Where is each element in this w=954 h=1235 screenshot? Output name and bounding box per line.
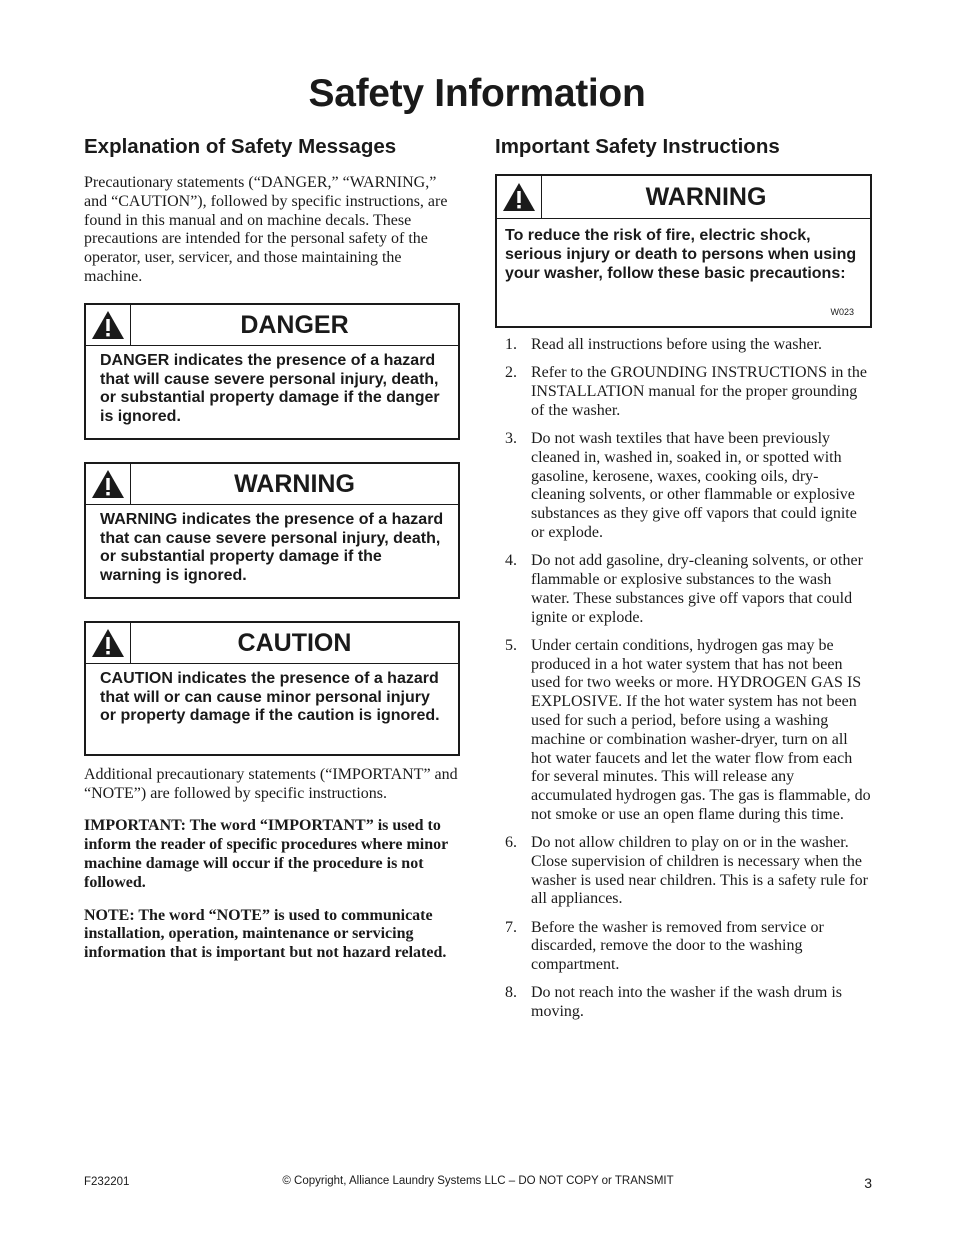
- item-number: 4.: [505, 552, 517, 570]
- warning-label: WARNING: [234, 469, 355, 498]
- item-number: 7.: [505, 918, 517, 936]
- danger-text: DANGER indicates the presence of a hazard that will cause severe personal injury, death, or substantial property damage if the danger is ignored.: [100, 351, 440, 426]
- additional-paragraph: Additional precautionary statements (“IMPORTANT” and “NOTE”) are followed by specific instructions.: [84, 765, 458, 802]
- caution-label: CAUTION: [237, 628, 352, 657]
- item-text: Do not allow children to play on or in the washer. Close supervision of children is necessary when the washer is used near children. This is a safety rule for all appliances.: [531, 834, 868, 908]
- item-number: 5.: [505, 636, 517, 654]
- copyright-notice: © Copyright, Alliance Laundry Systems LLC – DO NOT COPY or TRANSMIT: [282, 1175, 674, 1187]
- item-number: 1.: [505, 336, 517, 353]
- list-item: [495, 430, 872, 543]
- right-column: [495, 134, 872, 1031]
- list-item: [495, 834, 872, 909]
- list-item: [495, 919, 872, 975]
- caution-box: [84, 621, 460, 756]
- instructions-warning-text: To reduce the risk of fire, electric shock, serious injury or death to persons when using your washer, follow these basic precautions:: [505, 227, 857, 282]
- list-item: [495, 637, 872, 825]
- page-number: 3: [864, 1175, 872, 1191]
- instructions-list: [495, 336, 872, 1022]
- warning-triangle-icon: [86, 464, 131, 504]
- danger-label: DANGER: [240, 310, 349, 339]
- danger-box: [84, 303, 460, 440]
- item-text: Do not reach into the washer if the wash drum is moving.: [531, 984, 843, 1021]
- warning-box: [84, 462, 460, 599]
- item-number: 6.: [505, 834, 517, 852]
- instructions-warning-label: WARNING: [645, 183, 767, 211]
- warning-triangle-icon: [86, 305, 131, 345]
- list-item: [495, 984, 872, 1022]
- item-text: Do not wash textiles that have been previously cleaned in, washed in, soaked in, or spotted with gasoline, kerosene, waxes, cooking oils, dry-cleaning solvents, or other flammable or explosive substances as they give off vapors that could ignite or explode.: [531, 429, 857, 541]
- important-paragraph: IMPORTANT: The word “IMPORTANT” is used to inform the reader of specific procedures where minor machine damage will occur if the procedure is not followed.: [84, 817, 448, 891]
- item-text: Read all instructions before using the washer.: [531, 336, 823, 353]
- warning-text: WARNING indicates the presence of a hazard that can cause severe personal injury, death, or substantial property damage if the warning is ignored.: [100, 510, 444, 585]
- note-paragraph: NOTE: The word “NOTE” is used to communicate installation, operation, maintenance or servicing information that is important but not hazard related.: [84, 906, 447, 962]
- page-title: Safety Information: [308, 72, 646, 115]
- item-number: 8.: [505, 984, 517, 1002]
- explanation-heading: Explanation of Safety Messages: [84, 135, 397, 158]
- warning-code: W023: [830, 307, 854, 317]
- item-text: Refer to the GROUNDING INSTRUCTIONS in the INSTALLATION manual for the proper grounding of the washer.: [531, 364, 867, 419]
- left-column: [84, 134, 460, 977]
- document-number: F232201: [84, 1176, 130, 1188]
- item-text: Under certain conditions, hydrogen gas may be produced in a hot water system that has not been used for two weeks or more. HYDROGEN GAS IS EXPLOSIVE. If the hot water system has not been used for such a period, before using a washing machine or combination washer-dryer, turn on all hot water faucets and let the water flow from each for several minutes. This will release any accumulated hydrogen gas. The gas is flammable, do not smoke or use an open flame during this time.: [531, 636, 871, 823]
- item-number: 2.: [505, 364, 517, 382]
- item-text: Do not add gasoline, dry-cleaning solvents, or other flammable or explosive substances to the wash water. These substances give off vapors that could ignite or explode.: [531, 552, 863, 626]
- intro-paragraph: Precautionary statements (“DANGER,” “WARNING,” and “CAUTION”), followed by specific instructions, are found in this manual and on machine decals. These precautions are intended for the personal safety of the operator, user, servicer, and those maintaining the machine.: [84, 174, 448, 285]
- warning-triangle-icon: [86, 623, 131, 663]
- warning-triangle-icon: [497, 176, 542, 218]
- item-text: Before the washer is removed from service or discarded, remove the door to the washing compartment.: [531, 918, 824, 974]
- list-item: [495, 552, 872, 627]
- caution-text: CAUTION indicates the presence of a hazard that will or can cause minor personal injury or property damage if the caution is ignored.: [100, 669, 440, 725]
- item-number: 3.: [505, 429, 517, 447]
- instructions-warning-body: [497, 219, 870, 323]
- instructions-warning-box: [495, 174, 872, 328]
- instructions-heading: Important Safety Instructions: [495, 135, 780, 158]
- list-item: [495, 364, 872, 420]
- list-item: [495, 336, 872, 355]
